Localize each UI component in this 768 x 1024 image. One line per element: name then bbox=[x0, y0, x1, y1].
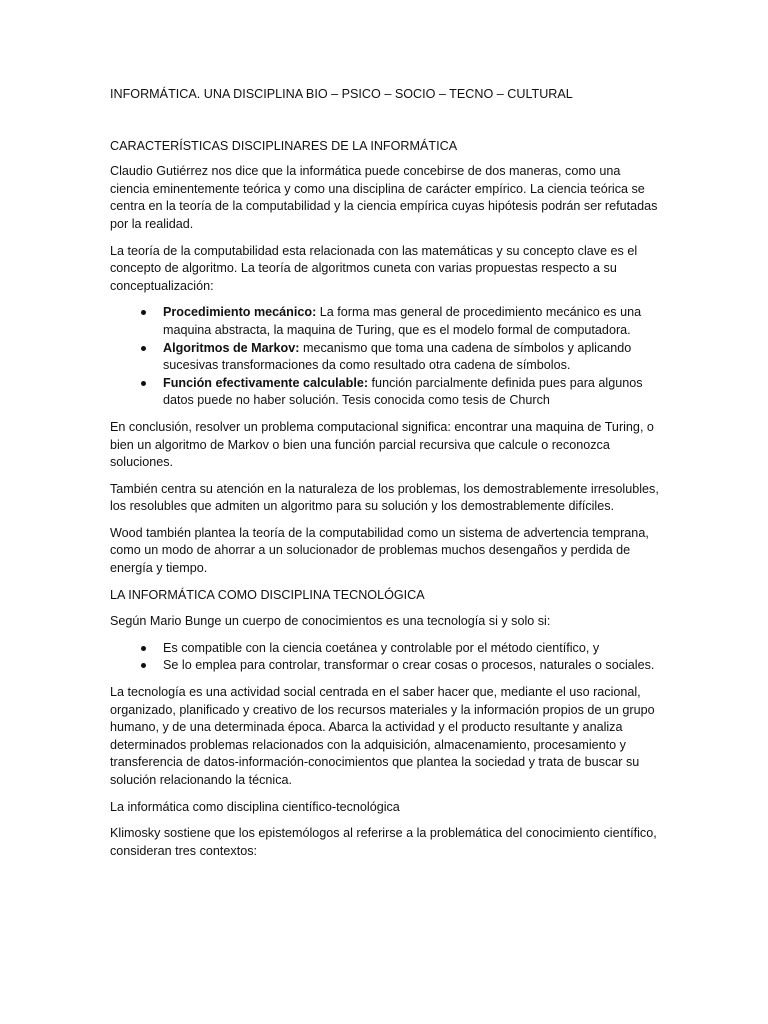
list-item-text: La forma mas general de procedimiento mecánico es una maquina abstracta, la maquina de Turing, que es el modelo formal de computadora. bbox=[163, 305, 642, 337]
section-heading-caracteristicas: CARACTERÍSTICAS DISCIPLINARES DE LA INFORMÁTICA bbox=[110, 138, 458, 153]
bullet-list-bunge bbox=[110, 640, 662, 675]
paragraph: Claudio Gutiérrez nos dice que la informática puede concebirse de dos maneras, como una ciencia eminentemente teórica y como una disciplina de carácter empírico. La ciencia teórica se centra en la teoría de la computabilidad y la ciencia empírica cuyas hipótesis podrán ser refutadas por la realidad. bbox=[110, 164, 658, 231]
paragraph: Wood también plantea la teoría de la computabilidad como un sistema de advertencia temprana, como un modo de ahorrar a un solucionador de problemas muchos desengaños y perdida de energía y tiempo. bbox=[110, 525, 649, 576]
list-item-text: mecanismo que toma una cadena de símbolos y aplicando sucesivas transformaciones da como resultado otra cadena de símbolos. bbox=[163, 340, 632, 373]
list-item-text: función parcialmente definida pues para algunos datos puede no haber solución. Tesis conocida como tesis de Church bbox=[163, 375, 643, 408]
paragraph: La informática como disciplina científico-tecnológica bbox=[110, 799, 400, 814]
paragraph: En conclusión, resolver un problema computacional significa: encontrar una maquina de Turing, o bien un algoritmo de Markov o bien una función parcial recursiva que calcule o reconozca soluciones. bbox=[110, 419, 654, 470]
section-heading-tecnologica: LA INFORMÁTICA COMO DISCIPLINA TECNOLÓGICA bbox=[110, 587, 425, 602]
paragraph: La teoría de la computabilidad esta relacionada con las matemáticas y su concepto clave es el concepto de algoritmo. La teoría de algoritmos cuneta con varias propuestas respecto a su conceptualización: bbox=[110, 243, 638, 293]
paragraph: También centra su atención en la naturaleza de los problemas, los demostrablemente irresolubles, los resolubles que admiten un algoritmo para su solución y los demostrablemente difíciles. bbox=[110, 481, 659, 514]
list-item bbox=[163, 375, 662, 410]
list-item: Se lo emplea para controlar, transformar o crear cosas o procesos, naturales o sociales. bbox=[163, 657, 662, 675]
list-item bbox=[163, 340, 662, 375]
paragraph: Klimosky sostiene que los epistemólogos al referirse a la problemática del conocimiento científico, consideran tres contextos: bbox=[110, 826, 657, 858]
list-item bbox=[163, 304, 662, 339]
paragraph: Según Mario Bunge un cuerpo de conocimientos es una tecnología si y solo si: bbox=[110, 614, 551, 629]
list-item-term: Procedimiento mecánico: bbox=[163, 305, 317, 320]
list-item-term: Algoritmos de Markov: bbox=[163, 340, 300, 355]
list-item: Es compatible con la ciencia coetánea y controlable por el método científico, y bbox=[163, 640, 662, 658]
list-item-term: Función efectivamente calculable: bbox=[163, 375, 369, 390]
document-title: INFORMÁTICA. UNA DISCIPLINA BIO – PSICO – SOCIO – TECNO – CULTURAL bbox=[110, 87, 573, 101]
bullet-list-algoritmos bbox=[110, 304, 662, 410]
paragraph: La tecnología es una actividad social centrada en el saber hacer que, mediante el uso racional, organizado, planificado y creativo de los recursos materiales y la información propios de un grupo humano, y de una determinada época. Abarca la actividad y el producto resultante y analiza determinados problemas relacionados con la adquisición, almacenamiento, procesamiento y transferencia de datos-información-conocimientos que plantea la sociedad y trata de buscar su solución relacionando la técnica. bbox=[110, 685, 655, 787]
